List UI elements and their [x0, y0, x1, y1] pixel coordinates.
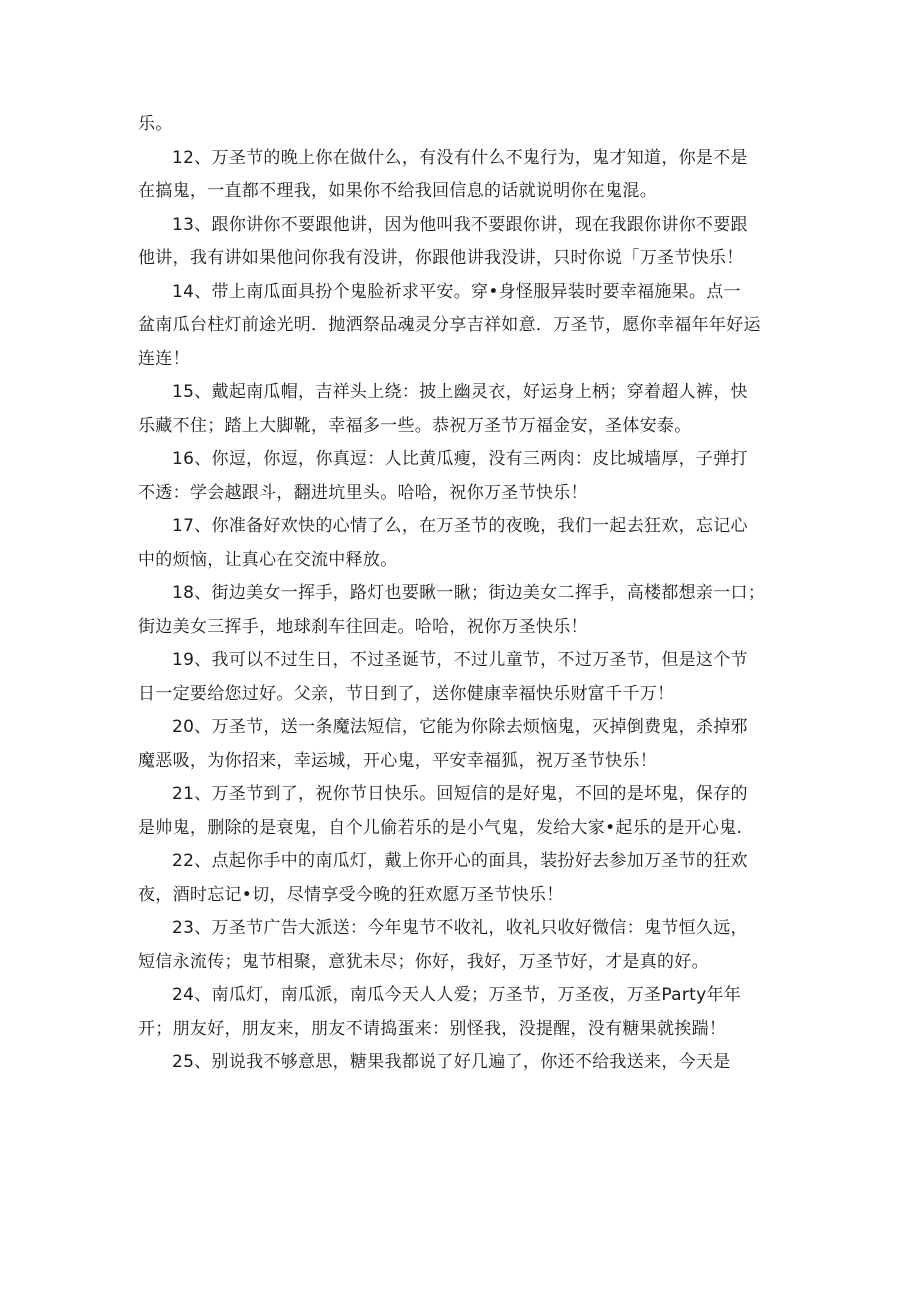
paragraph-line: 乐藏不住；踏上大脚靴，幸福多一些。恭祝万圣节万福金安，圣体安泰。: [138, 415, 692, 436]
paragraph-line: 街边美女三挥手，地球刹车往回走。哈哈，祝你万圣快乐！: [138, 616, 588, 637]
paragraph: [138, 979, 778, 1046]
document-body: [138, 108, 778, 1080]
paragraph-line: 不透：学会越跟斗，翻进坑里头。哈哈，祝你万圣节快乐！: [138, 482, 588, 503]
paragraph-line: 16、你逗，你逗，你真逗：人比黄瓜瘦，没有三两肉：皮比城墙厚，子弹打: [172, 449, 748, 469]
continuation-line: 乐。: [138, 114, 173, 134]
paragraph: [138, 912, 778, 979]
paragraph-line: 25、别说我不够意思，糖果我都说了好几遍了，你还不给我送来，今天是: [172, 1052, 731, 1072]
paragraph: [138, 644, 778, 711]
paragraph-line: 日一定要给您过好。父亲，节日到了，送你健康幸福快乐财富千千万！: [138, 683, 675, 704]
paragraph-line: 连连！: [138, 348, 190, 369]
paragraph-line: 开；朋友好，朋友来，朋友不请捣蛋来：别怪我，没提醒，没有糖果就挨踹！: [138, 1018, 727, 1039]
paragraph-line: 22、点起你手中的南瓜灯，戴上你开心的面具，装扮好去参加万圣节的狂欢: [172, 851, 748, 871]
paragraph: [138, 443, 778, 510]
paragraph-line: 15、戴起南瓜帽，吉祥头上绕：披上幽灵衣，好运身上柄；穿着超人裤，快: [172, 382, 748, 402]
paragraph: [138, 142, 778, 209]
paragraph-line: 是帅鬼，删除的是衰鬼，自个儿偷若乐的是小气鬼，发给大家•起乐的是开心鬼.: [138, 817, 743, 838]
paragraph-line: 23、万圣节广告大派送：今年鬼节不收礼，收礼只收好微信：鬼节恒久远，: [172, 918, 748, 938]
paragraph-line: 17、你准备好欢快的心情了么，在万圣节的夜晚，我们一起去狂欢，忘记心: [172, 516, 748, 536]
paragraph-line: 短信永流传；鬼节相聚，意犹未尽；你好，我好，万圣节好，才是真的好。: [138, 951, 709, 972]
paragraph-line: 中的烦恼，让真心在交流中释放。: [138, 549, 398, 570]
paragraph: [138, 209, 778, 276]
paragraph: [138, 276, 778, 377]
paragraph-line: 夜，酒时忘记•切，尽情享受今晚的狂欢愿万圣节快乐！: [138, 884, 564, 905]
paragraph-line: 18、街边美女一挥手，路灯也要瞅一瞅；街边美女二挥手，高楼都想亲一口；: [172, 583, 766, 603]
paragraph-line: 他讲，我有讲如果他问你我有没讲，你跟他讲我没讲，只时你说「万圣节快乐！: [138, 248, 744, 268]
paragraph: [138, 845, 778, 912]
paragraph-line: 24、南瓜灯，南瓜派，南瓜今天人人爱；万圣节，万圣夜，万圣Party年年: [172, 985, 742, 1005]
paragraph-line: 魔恶吸，为你招来，幸运城，开心鬼，平安幸福狐，祝万圣节快乐！: [138, 750, 657, 771]
paragraph: [138, 510, 778, 577]
paragraph: [138, 1046, 778, 1080]
paragraph: [138, 711, 778, 778]
paragraph-line: 14、带上南瓜面具扮个鬼脸祈求平安。穿•身怪服异装时要幸福施果。点一: [172, 281, 741, 302]
paragraph: [138, 376, 778, 443]
paragraph-line: 13、跟你讲你不要跟他讲，因为他叫我不要跟你讲，现在我跟你讲你不要跟: [172, 214, 748, 235]
paragraph-line: 在搞鬼，一直都不理我，如果你不给我回信息的话就说明你在鬼混。: [138, 181, 657, 201]
paragraph: [138, 778, 778, 845]
paragraph-line: 盆南瓜台柱灯前途光明．抛洒祭品魂灵分享吉祥如意．万圣节，愿你幸福年年好运: [138, 315, 761, 335]
paragraph-line: 20、万圣节，送一条魔法短信，它能为你除去烦恼鬼，灭掉倒费鬼，杀掉邪: [172, 717, 748, 737]
paragraph-line: 21、万圣节到了，祝你节日快乐。回短信的是好鬼，不回的是坏鬼，保存的: [172, 784, 748, 804]
paragraph-line: 12、万圣节的晚上你在做什么，有没有什么不鬼行为，鬼才知道，你是不是: [172, 147, 748, 168]
paragraph-line: 19、我可以不过生日，不过圣诞节，不过儿童节，不过万圣节，但是这个节: [172, 650, 748, 670]
paragraph: [138, 577, 778, 644]
